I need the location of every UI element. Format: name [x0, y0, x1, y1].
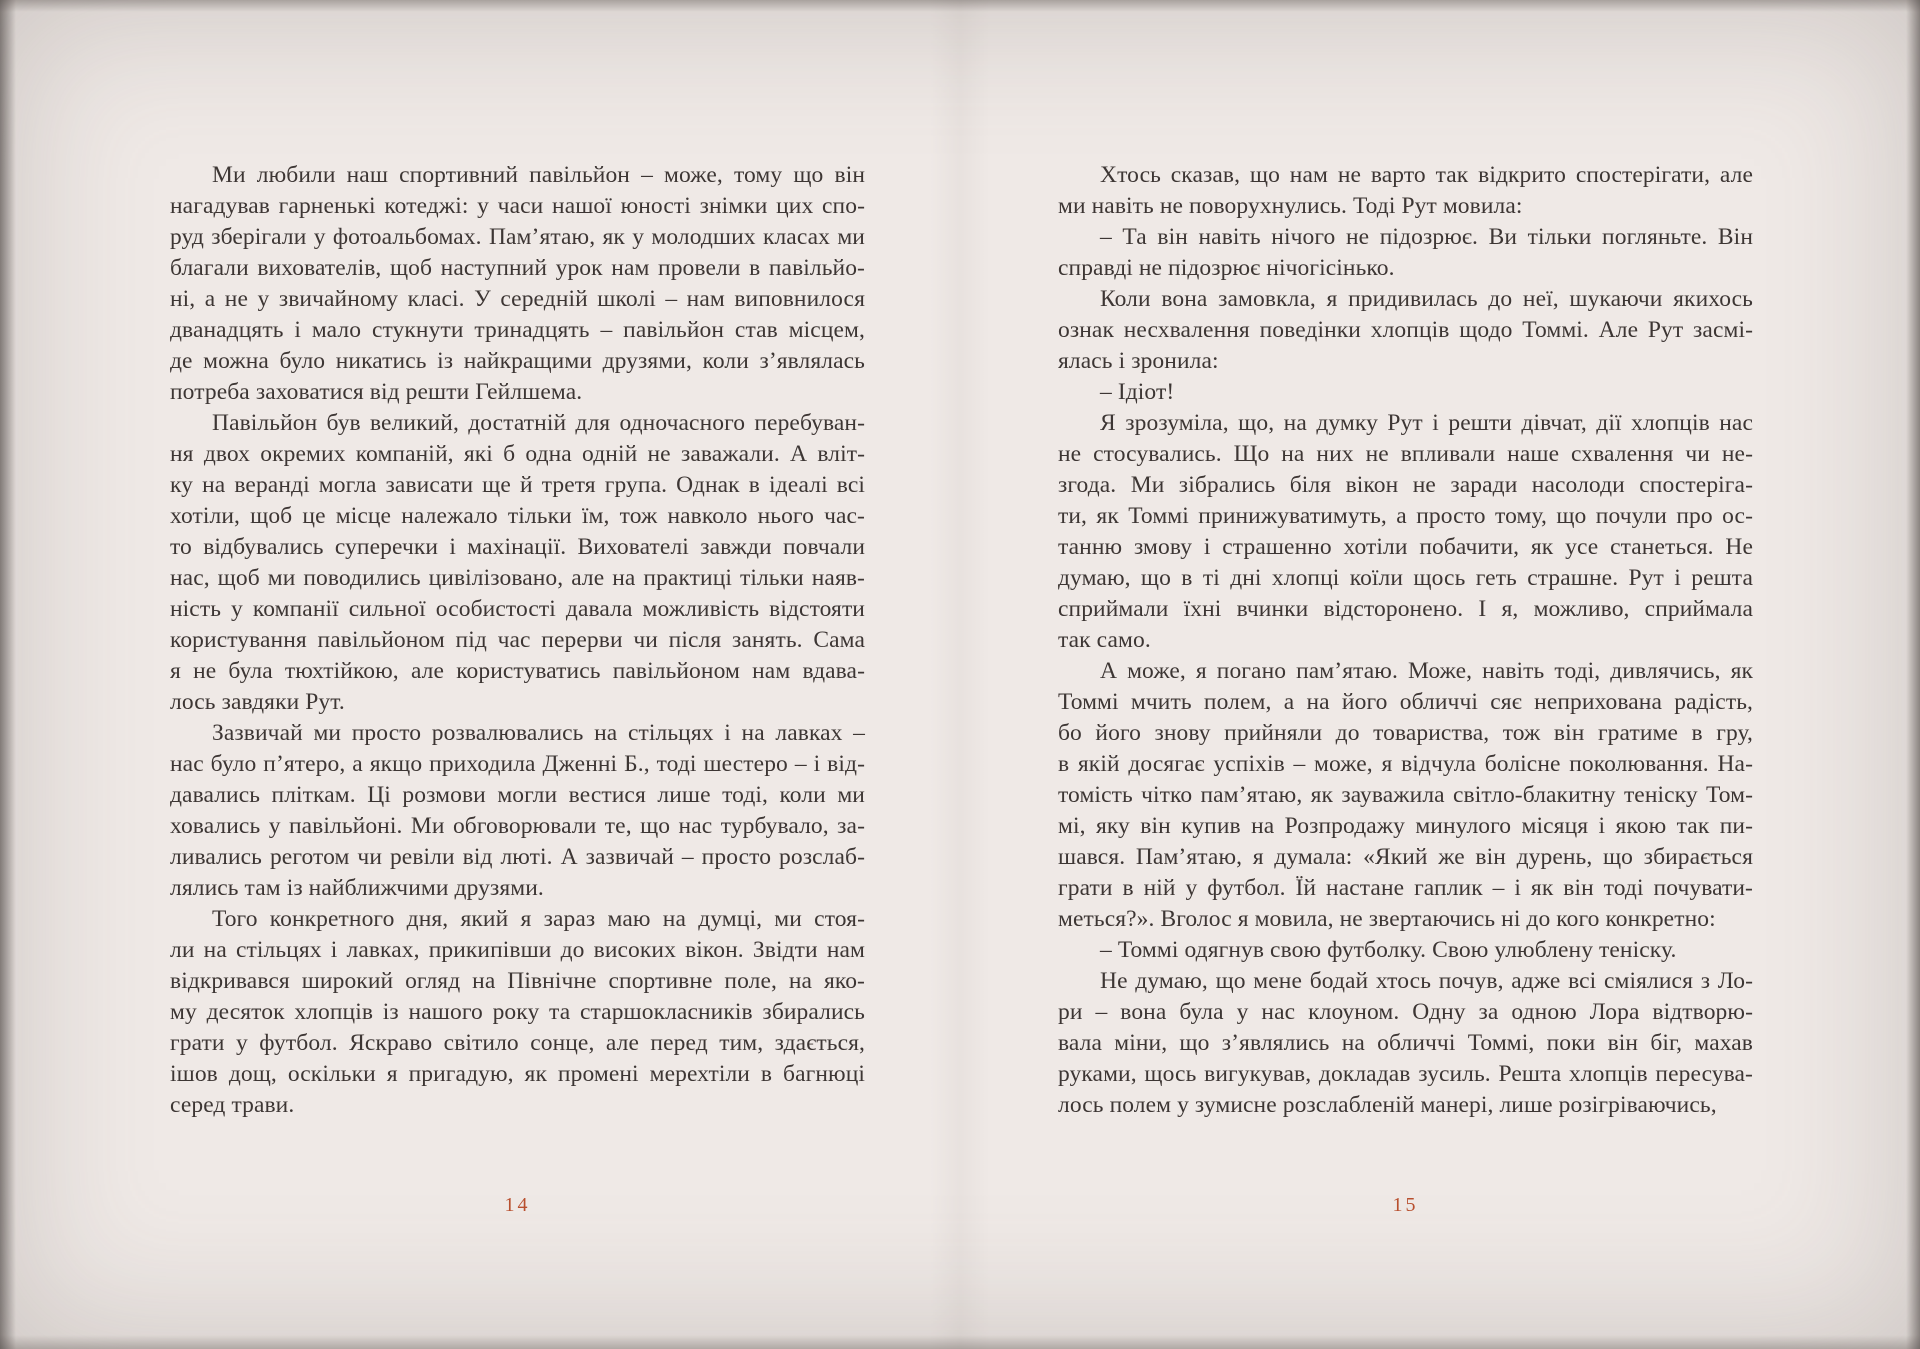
text-line: ливались реготом чи ревіли від люті. А зазвичай – просто розслаб- — [170, 844, 865, 870]
text-line: думаю, що в ті дні хлопці коїли щось геть страшне. Рут і решта — [1058, 565, 1753, 591]
text-line: – Та він навіть нічого не підозрює. Ви тільки погляньте. Він — [1100, 224, 1753, 250]
text-line: Того конкретного дня, який я зараз маю на думці, ми стоя- — [212, 906, 865, 932]
text-line: ми навіть не поворухнулись. Тоді Рут мовила: — [1058, 193, 1523, 219]
text-line: то відбувались суперечки і махінації. Вихователі завжди повчали — [170, 534, 865, 560]
text-line: танню змову і страшенно хотіли побачити, як усе станеться. Не — [1058, 534, 1753, 560]
text-line: ку на веранді могла зависати ще й третя група. Однак в ідеалі всі — [170, 472, 865, 498]
text-line: ня двох окремих компаній, які б одна одній не заважали. А вліт- — [170, 441, 865, 467]
right-page-text — [1058, 160, 1753, 1121]
text-line: сприймали їхні вчинки відсторонено. І я, можливо, сприймала — [1058, 596, 1753, 622]
text-line: руд зберігали у фотоальбомах. Пам’ятаю, як у молодших класах ми — [170, 224, 865, 250]
text-line: відкривався широкий огляд на Північне спортивне поле, на яко- — [170, 968, 865, 994]
text-line: ознак несхвалення поведінки хлопців щодо Томмі. Але Рут засмі- — [1058, 317, 1753, 343]
text-line: вала міни, що з’являлись на обличчі Томмі, поки він біг, махав — [1058, 1030, 1753, 1056]
text-line: в якій досягає успіхів – може, я відчула болісне поколювання. На- — [1058, 751, 1753, 777]
text-line: хотіли, щоб це місце належало тільки їм, тож навколо нього час- — [170, 503, 865, 529]
text-line: ри – вона була у нас клоуном. Одну за одною Лора відтворю- — [1058, 999, 1753, 1025]
text-line: згода. Ми зібрались біля вікон не заради насолоди спостеріга- — [1058, 472, 1753, 498]
text-line: Коли вона замовкла, я придивилась до неї, шукаючи якихось — [1100, 286, 1753, 312]
text-line: нас було п’ятеро, а якщо приходила Дженні Б., тоді шестеро – і від- — [170, 751, 865, 777]
text-line: Хтось сказав, що нам не варто так відкрито спостерігати, але — [1100, 162, 1753, 188]
text-line: му десяток хлопців із нашого року та старшокласників збирались — [170, 999, 865, 1025]
text-line: ність у компанії сильної особистості давала можливість відстояти — [170, 596, 865, 622]
text-line: так само. — [1058, 627, 1151, 653]
text-line: грати у футбол. Яскраво світило сонце, але перед тим, здається, — [170, 1030, 865, 1056]
text-line: грати в ній у футбол. Їй настане гаплик – і як він тоді почувати- — [1058, 875, 1753, 901]
text-line: благали вихователів, щоб наступний урок нам провели в павільйо- — [170, 255, 865, 281]
text-line: Ми любили наш спортивний павільйон – може, тому що він — [212, 162, 865, 188]
book-gutter-shading — [930, 0, 990, 1349]
text-line: я не була тюхтійкою, але користуватись павільйоном нам вдава- — [170, 658, 865, 684]
text-line: мі, яку він купив на Розпродажу минулого місяця і якою так пи- — [1058, 813, 1753, 839]
text-line: Томмі мчить полем, а на його обличчі сяє неприхована радість, — [1058, 689, 1753, 715]
photo-edge-left — [0, 0, 16, 1349]
text-line: А може, я погано пам’ятаю. Може, навіть тоді, дивлячись, як — [1100, 658, 1753, 684]
photo-edge-right — [1906, 0, 1920, 1349]
text-line: томість чітко пам’ятаю, як зауважила світло-блакитну теніску Том- — [1058, 782, 1753, 808]
text-line: нагадував гарненькі котеджі: у часи нашої юності знімки цих спо- — [170, 193, 865, 219]
left-page-text — [170, 160, 865, 1121]
photo-edge-bottom — [0, 1335, 1920, 1349]
text-line: справді не підозрює нічогісінько. — [1058, 255, 1395, 281]
text-line: лось полем у зумисне розслабленій манері, лише розігріваючись, — [1058, 1092, 1717, 1118]
text-line: ли на стільцях і лавках, прикипівши до високих вікон. Звідти нам — [170, 937, 865, 963]
text-line: Зазвичай ми просто розвалювались на стільцях і на лавках – — [212, 720, 865, 746]
text-line: нас, щоб ми поводились цивілізовано, але на практиці тільки наяв- — [170, 565, 865, 591]
text-line: меться?». Вголос я мовила, не звертаючись ні до кого конкретно: — [1058, 906, 1716, 932]
text-line: Павільйон був великий, достатній для одночасного перебуван- — [212, 410, 865, 436]
text-line: не стосувались. Що на них не впливали наше схвалення чи не- — [1058, 441, 1753, 467]
text-line: ховались у павільйоні. Ми обговорювали те, що нас турбувало, за- — [170, 813, 865, 839]
text-line: ти, як Томмі принижуватимуть, а просто тому, що почули про ос- — [1058, 503, 1753, 529]
text-line: потреба заховатися від решти Гейлшема. — [170, 379, 583, 405]
text-line: шався. Пам’ятаю, я думала: «Який же він дурень, що збирається — [1058, 844, 1753, 870]
left-page-number: 14 — [504, 1194, 531, 1216]
text-line: серед трави. — [170, 1092, 295, 1118]
text-line: – Ідіот! — [1100, 379, 1175, 405]
text-line: лось завдяки Рут. — [170, 689, 345, 715]
text-line: лялись там із найближчими друзями. — [170, 875, 544, 901]
text-line: Я зрозуміла, що, на думку Рут і решти дівчат, дії хлопців нас — [1100, 410, 1753, 436]
text-line: дванадцять і мало стукнути тринадцять – павільйон став місцем, — [170, 317, 865, 343]
text-line: – Томмі одягнув свою футболку. Свою улюблену теніску. — [1100, 937, 1677, 963]
text-line: користування павільйоном під час перерви чи після занять. Сама — [170, 627, 865, 653]
text-line: давались пліткам. Ці розмови могли вестися лише тоді, коли ми — [170, 782, 865, 808]
text-line: бо його знову прийняли до товариства, тож він гратиме в гру, — [1058, 720, 1753, 746]
text-line: Не думаю, що мене бодай хтось почув, адже всі сміялися з Ло- — [1100, 968, 1753, 994]
text-line: ні, а не у звичайному класі. У середній школі – нам виповнилося — [170, 286, 865, 312]
photo-edge-top — [0, 0, 1920, 12]
text-line: ялась і зронила: — [1058, 348, 1219, 374]
text-line: де можна було никатись із найкращими друзями, коли з’являлась — [170, 348, 865, 374]
text-line: руками, щось вигукував, докладав зусиль. Решта хлопців пересува- — [1058, 1061, 1753, 1087]
text-line: ішов дощ, оскільки я пригадую, як промені мерехтіли в багнюці — [170, 1061, 865, 1087]
right-page-number: 15 — [1392, 1194, 1419, 1216]
